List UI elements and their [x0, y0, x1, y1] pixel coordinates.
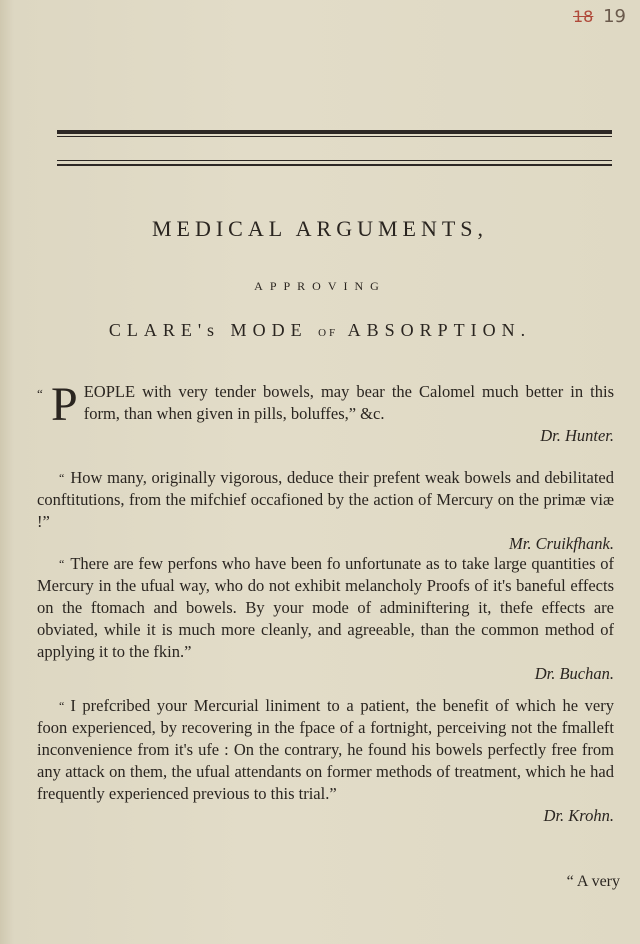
page-title: MEDICAL ARGUMENTS, [151, 216, 489, 241]
open-quote: “ [59, 557, 65, 571]
page-number [573, 6, 626, 27]
double-rule [57, 160, 612, 161]
paragraph-text: How many, originally vigorous, deduce their prefent weak bowels and debilitated conftitutions, from the mifchief occafioned by the action of Mercury on the primæ viæ !” [37, 468, 614, 531]
open-quote: “ [37, 386, 43, 401]
paragraph-text: EOPLE with very tender bowels, may bear the Calomel much better in this form, than when given in pills, boluffes,” &c. [83, 382, 614, 423]
struck-page-number: 18 [573, 7, 594, 26]
subtitle-part-2: ABSORPTION. [347, 320, 532, 340]
signature: Mr. Cruikfhank. [509, 534, 614, 553]
paragraph-text: I prefcribed your Mercurial liniment to a patient, the benefit of which he very foon experienced, by recovering in the fpace of a fortnight, perceiving not the fmalleft inconvenience from it's ufe : On the contrary, he found his bowels perfectly free from any attack on them, the ufual attendants on former methods of treatment, which he had frequently experienced previous to this trial.” [37, 696, 614, 803]
subtitle-part-1: CLARE's MODE [108, 320, 308, 340]
signature: Dr. Buchan. [534, 664, 614, 683]
top-rule [57, 130, 612, 134]
paragraph-2 [37, 467, 614, 555]
paragraph-3 [37, 553, 614, 685]
paragraph-1 [37, 378, 614, 447]
current-page-number: 19 [603, 6, 626, 27]
signature: Dr. Krohn. [543, 806, 614, 825]
open-quote: “ [59, 471, 65, 485]
catchword: “ A very [566, 873, 620, 890]
subtitle-of: OF [318, 327, 339, 339]
subtitle-line [0, 320, 640, 341]
open-quote: “ [59, 699, 65, 713]
drop-cap: P [51, 378, 78, 431]
signature: Dr. Hunter. [540, 426, 614, 445]
paragraph-4 [37, 695, 614, 827]
paragraph-text: There are few perfons who have been fo unfortunate as to take large quantities of Mercury in the ufual way, who do not exhibit melancholy Proofs of it's baneful effects on the ftomach and bowels. By your mode of adminiftering it, thefe effects are obviated, while it is much more cleanly, and agreeable, than the common method of applying it to the fkin.” [37, 554, 614, 661]
subtitle: APPROVING [254, 279, 386, 293]
